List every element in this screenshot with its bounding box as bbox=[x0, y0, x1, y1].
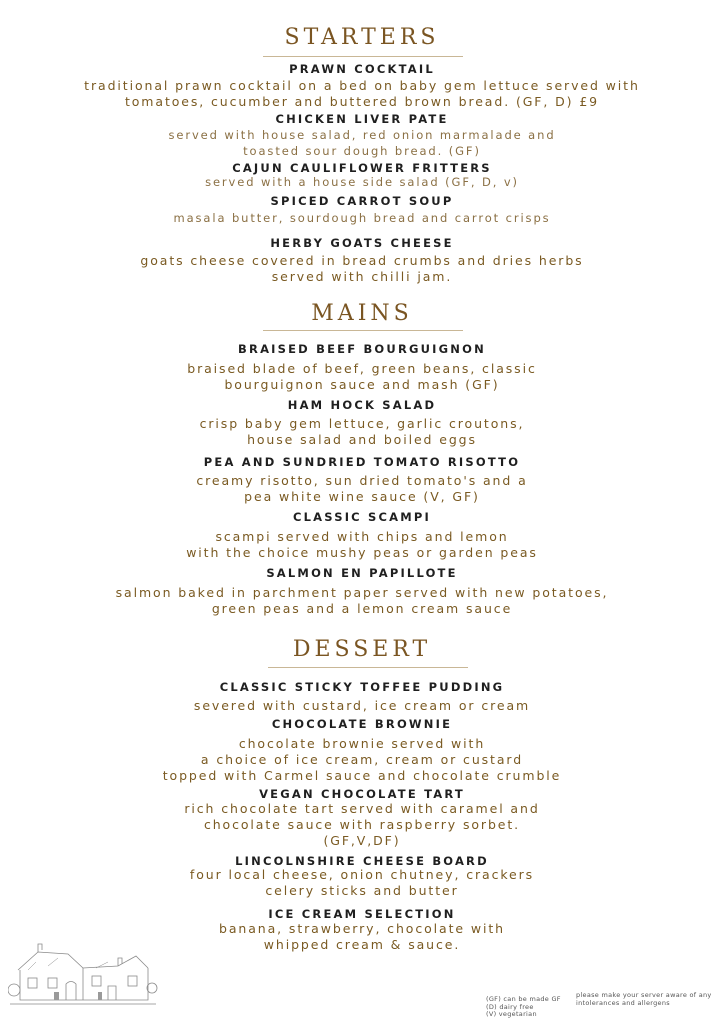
dish-description: four local cheese, onion chutney, crackers celery sticks and butter bbox=[189, 867, 535, 898]
dish-description: traditional prawn cocktail on a bed on baby gem lettuce served with tomatoes, cucumber and buttered brown bread. (GF, D) £9 bbox=[84, 78, 640, 109]
dish-name: SPICED CARROT SOUP bbox=[270, 194, 454, 208]
dish-name: SALMON EN PAPILLOTE bbox=[266, 566, 458, 580]
pub-building-sketch-icon bbox=[8, 930, 158, 1010]
dish-description: banana, strawberry, chocolate with whipped cream & sauce. bbox=[219, 921, 505, 952]
starters-title: STARTERS bbox=[284, 25, 440, 50]
dish-name: HERBY GOATS CHEESE bbox=[270, 236, 454, 250]
allergen-notice: please make your server aware of any intolerances and allergens bbox=[576, 991, 712, 1007]
dish-description: chocolate brownie served with a choice of ice cream, cream or custard topped with Carmel sauce and chocolate crumble bbox=[162, 736, 562, 783]
dish-name: ICE CREAM SELECTION bbox=[268, 907, 456, 921]
dish-name: HAM HOCK SALAD bbox=[287, 398, 437, 412]
dish-name: CAJUN CAULIFLOWER FRITTERS bbox=[232, 161, 492, 175]
dish-description: rich chocolate tart served with caramel and chocolate sauce with raspberry sorbet. (GF,V,DF) bbox=[184, 801, 540, 848]
dish-name: CHOCOLATE BROWNIE bbox=[271, 717, 453, 731]
dish-description: masala butter, sourdough bread and carrot crisps bbox=[173, 211, 551, 225]
dessert-divider bbox=[268, 667, 468, 668]
dish-description: scampi served with chips and lemon with the choice mushy peas or garden peas bbox=[186, 529, 538, 560]
dish-description: goats cheese covered in bread crumbs and dries herbs served with chilli jam. bbox=[140, 253, 584, 284]
dessert-title: DESSERT bbox=[292, 637, 432, 662]
dish-description: salmon baked in parchment paper served with new potatoes, green peas and a lemon cream sauce bbox=[115, 585, 609, 616]
dish-name: CHICKEN LIVER PATE bbox=[275, 112, 449, 126]
dish-name: VEGAN CHOCOLATE TART bbox=[259, 787, 465, 801]
dish-description: served with a house side salad (GF, D, v) bbox=[205, 175, 519, 189]
mains-divider bbox=[263, 330, 463, 331]
starters-divider bbox=[263, 56, 463, 57]
dish-name: LINCOLNSHIRE CHEESE BOARD bbox=[235, 854, 489, 868]
dish-name: PRAWN COCKTAIL bbox=[289, 62, 435, 76]
dietary-key: (GF) can be made GF (D) dairy free (V) vegetarian bbox=[486, 995, 561, 1018]
dish-description: severed with custard, ice cream or cream bbox=[193, 698, 531, 713]
mains-title: MAINS bbox=[311, 301, 413, 326]
dish-name: PEA AND SUNDRIED TOMATO RISOTTO bbox=[203, 455, 521, 469]
dish-description: creamy risotto, sun dried tomato's and a pea white wine sauce (V, GF) bbox=[196, 473, 528, 504]
dish-description: served with house salad, red onion marmalade and toasted sour dough bread. (GF) bbox=[168, 128, 556, 158]
dish-description: braised blade of beef, green beans, classic bourguignon sauce and mash (GF) bbox=[187, 361, 537, 392]
dish-name: CLASSIC STICKY TOFFEE PUDDING bbox=[219, 680, 505, 694]
dish-description: crisp baby gem lettuce, garlic croutons, house salad and boiled eggs bbox=[199, 416, 525, 447]
dish-name: CLASSIC SCAMPI bbox=[292, 510, 431, 524]
dish-name: BRAISED BEEF BOURGUIGNON bbox=[238, 342, 486, 356]
